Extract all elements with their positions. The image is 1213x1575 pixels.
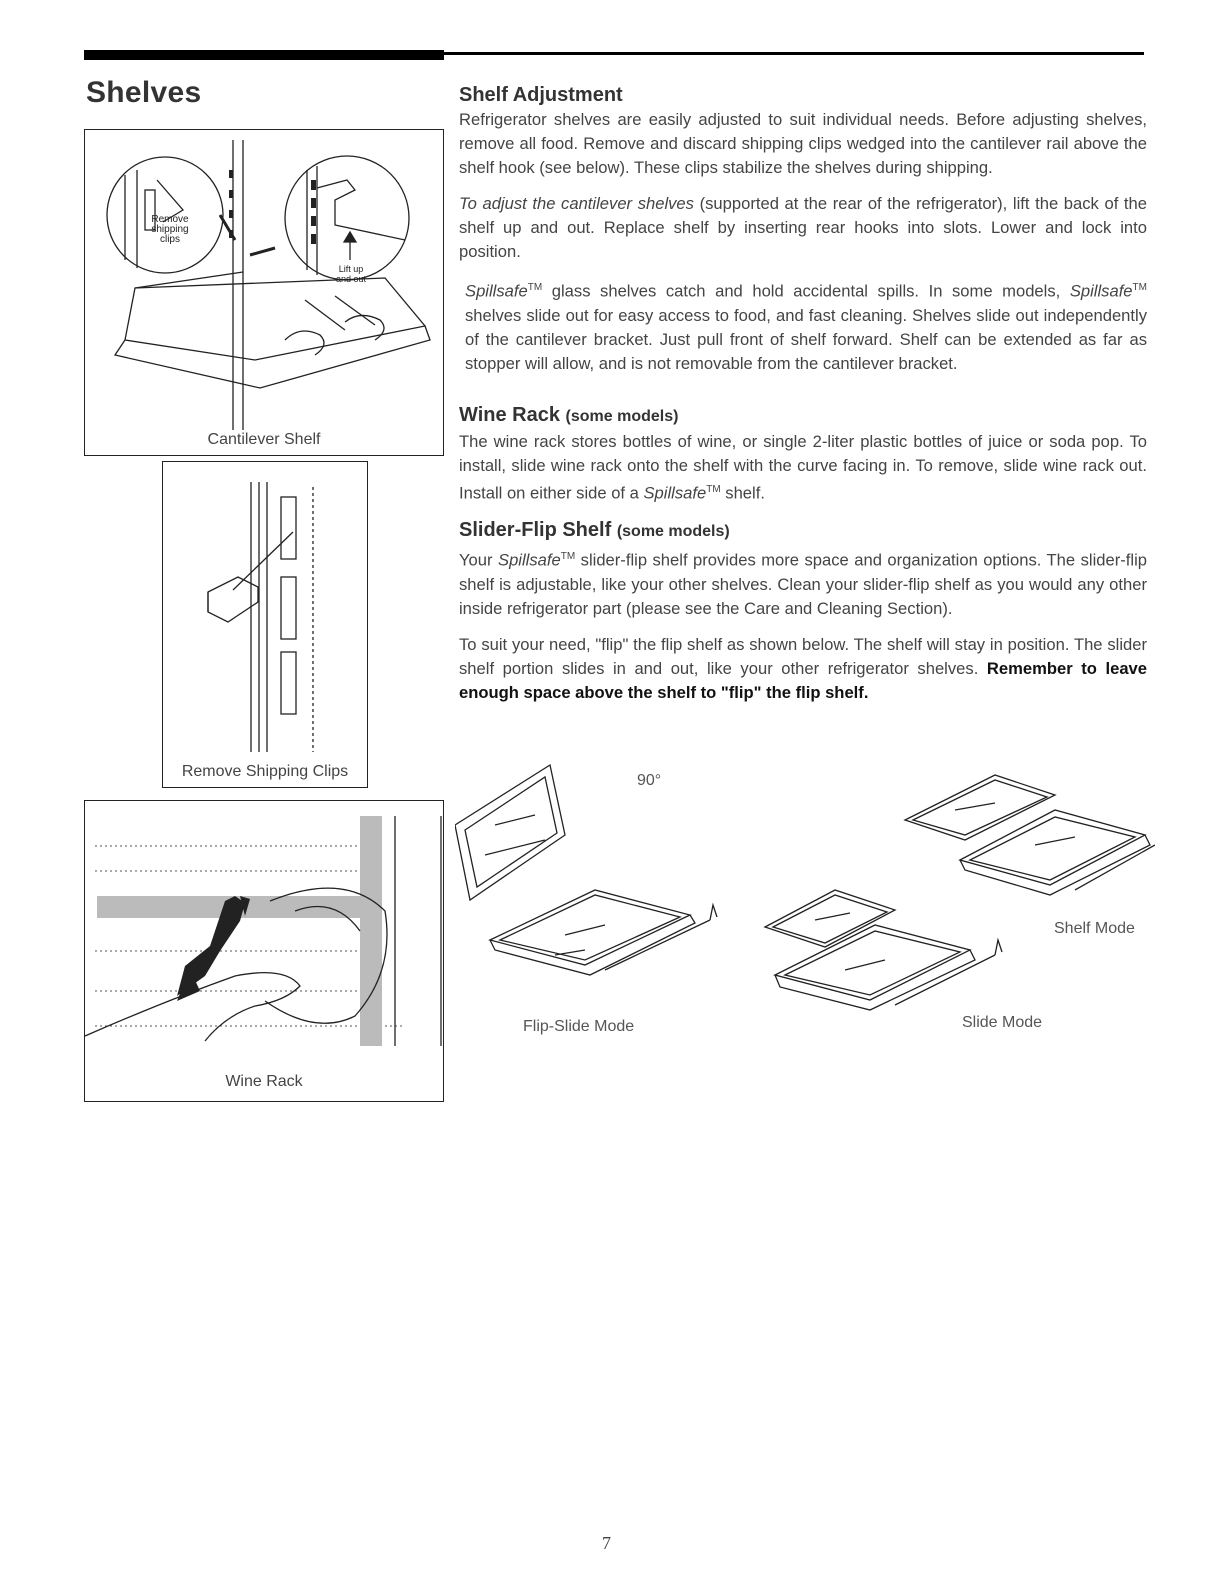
slider-flip-text-c: To suit your need, "flip" the flip shelf as shown below. The shelf will stay in position. The slider shelf portion slides in and out, like your other refrigerator shelves.	[459, 634, 1147, 678]
caption-flip-slide-mode: Flip-Slide Mode	[523, 1018, 635, 1035]
label-remove: Remove	[151, 214, 189, 225]
slider-flip-text-a: Your	[459, 550, 498, 570]
section-slider-flip	[459, 517, 1147, 705]
shipping-clips-illustration	[163, 462, 366, 762]
slider-flip-some-models: (some models)	[616, 523, 730, 540]
page-title: Shelves	[86, 76, 202, 109]
caption-remove-shipping-clips: Remove Shipping Clips	[181, 763, 349, 780]
caption-cantilever-shelf: Cantilever Shelf	[207, 431, 321, 448]
spillsafe-text-b: shelves slide out for easy access to food, and fast cleaning. Shelves slide out independently of the cantilever bracket. Just pull front of shelf forward. Shelf can be extended as far as stopper will allow, and is not removable from the cantilever bracket.	[465, 305, 1147, 373]
cantilever-shelf-illustration	[85, 130, 442, 430]
spillsafe-text-a: glass shelves catch and hold accidental spills. In some models,	[542, 281, 1070, 301]
cantilever-italic-phrase: To adjust the cantilever shelves	[459, 194, 694, 213]
spillsafe-brand-4: Spillsafe	[498, 550, 561, 570]
slider-flip-paragraph-2	[459, 633, 1147, 705]
heading-slider-flip	[459, 517, 1147, 545]
flip-angle-label: 90°	[637, 772, 662, 789]
slider-flip-paragraph-1	[459, 545, 1147, 621]
figure-wine-rack	[84, 800, 444, 1102]
slider-flip-diagrams	[455, 755, 1155, 1045]
wine-rack-illustration	[85, 801, 442, 1051]
page-number: 7	[602, 1533, 611, 1553]
label-lift-up: Lift up	[338, 264, 364, 274]
slider-flip-remember: Remember to leave enough space above the shelf to "flip" the flip shelf.	[459, 658, 1148, 702]
wine-rack-text-a: The wine rack stores bottles of wine, or single 2-liter plastic bottles of juice or soda pop. To install, slide wine rack onto the shelf with the curve facing in. To remove, slide wine rack out. Install on either side of a	[459, 432, 1147, 503]
wine-rack-paragraph	[459, 430, 1147, 506]
heading-wine-rack	[459, 402, 1147, 430]
shelf-adjustment-paragraph-2	[459, 192, 1147, 264]
figure-cantilever-shelf	[84, 129, 444, 456]
spillsafe-brand-2: Spillsafe	[1069, 281, 1133, 301]
trademark-symbol-2: TM	[1132, 282, 1147, 293]
caption-slide-mode: Slide Mode	[962, 1014, 1043, 1031]
wine-rack-some-models: (some models)	[565, 408, 679, 425]
label-shipping: shipping	[151, 224, 189, 235]
label-and-out: and out	[335, 274, 367, 284]
heading-shelf-adjustment: Shelf Adjustment	[459, 84, 623, 106]
trademark-symbol-4: TM	[560, 551, 576, 562]
caption-shelf-mode: Shelf Mode	[1054, 920, 1135, 937]
wine-rack-title: Wine Rack	[459, 404, 560, 426]
shelf-adjustment-paragraph-3	[459, 276, 1147, 376]
caption-wine-rack: Wine Rack	[225, 1073, 303, 1090]
trademark-symbol: TM	[527, 282, 543, 293]
figure-remove-shipping-clips	[162, 461, 368, 788]
header-rule-thick	[84, 50, 444, 60]
spillsafe-brand: Spillsafe	[465, 281, 528, 301]
trademark-symbol-3: TM	[706, 484, 721, 495]
spillsafe-brand-3: Spillsafe	[643, 483, 707, 503]
shelf-adjustment-paragraph-1: Refrigerator shelves are easily adjusted to suit individual needs. Before adjusting shelves, remove all food. Remove and discard shipping clips wedged into the cantilever rail above the shelf hook (see below). These clips stabilize the shelves during shipping.	[459, 110, 1147, 177]
slider-flip-title: Slider-Flip Shelf	[459, 519, 612, 541]
label-clips: clips	[159, 234, 181, 245]
section-wine-rack	[459, 402, 1147, 506]
section-shelf-adjustment	[459, 82, 1147, 376]
header-rule-thin	[444, 52, 1144, 55]
cantilever-instructions: (supported at the rear of the refrigerator), lift the back of the shelf up and out. Replace shelf by inserting rear hooks into slots. Lower and lock into position.	[459, 194, 1147, 261]
wine-rack-text-b: shelf.	[720, 483, 765, 503]
slider-flip-text-b: slider-flip shelf provides more space and organization options. The slider-flip shelf is adjustable, like your other shelves. Clean your slider-flip shelf as you would any other inside refrigerator part (please see the Care and Cleaning Section).	[459, 550, 1148, 618]
